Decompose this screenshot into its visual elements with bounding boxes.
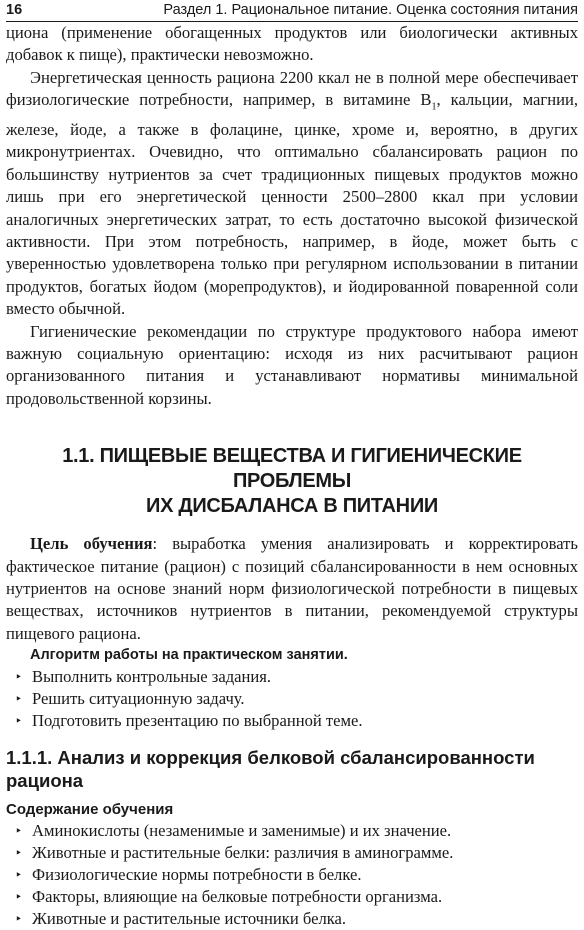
list-item [6, 842, 578, 864]
list-item [6, 864, 578, 886]
vitamin-subscript: 1 [431, 101, 437, 113]
section-title [6, 444, 578, 519]
algorithm-title: Алгоритм работы на практическом занятии. [30, 647, 348, 664]
bullet-icon: ‣ [15, 670, 23, 685]
algorithm-list [6, 666, 578, 732]
section-title-line-2: ИХ ДИСБАЛАНСА В ПИТАНИИ [146, 495, 438, 518]
bullet-icon: ‣ [15, 890, 23, 905]
running-title: Раздел 1. Рациональное питание. Оценка состояния питания [163, 2, 578, 18]
content-list [6, 820, 578, 930]
section-title-line-1: 1.1. ПИЩЕВЫЕ ВЕЩЕСТВА И ГИГИЕНИЧЕСКИЕ ПРОБЛЕМЫ [62, 445, 522, 493]
running-header [6, 0, 578, 22]
list-item-text: Животные и растительные источники белка. [32, 909, 347, 929]
subsection-title-line-2: рациона [6, 770, 84, 792]
subsection-title-line-1: 1.1.1. Анализ и коррекция белковой сбалансированности [6, 747, 535, 769]
intro-paragraph-3: Гигиенические рекомендации по структуре продуктового набора имеют важную социальную ориентацию: исходя из них расчитывают рацион организованного питания и устанавливают нормативы минимальной продовольственной корзины. [6, 321, 578, 408]
list-item-text: Выполнить контрольные задания. [32, 667, 272, 687]
goal-text: : выработка умения анализировать и корректировать фактическое питание (рацион) с позиций сбалансированности в нем основных нутриентов на основе знаний норм физиологической потребности в пищевых веществах, источников нутриентов в питании, рекомендуемой структуры пищевого рациона. [6, 534, 578, 643]
bullet-icon: ‣ [15, 714, 23, 729]
list-item [6, 666, 578, 688]
bullet-icon: ‣ [15, 912, 23, 927]
list-item [6, 710, 578, 732]
list-item [6, 688, 578, 710]
list-item-text: Факторы, влияющие на белковые потребности организма. [32, 887, 443, 907]
subsection-title [6, 746, 578, 792]
intro-paragraph-1: циона (применение обогащенных продуктов или биологически активных добавок к пище), практически невозможно. [6, 23, 578, 65]
goal-label: Цель обучения [30, 534, 153, 554]
bullet-icon: ‣ [15, 846, 23, 861]
list-item [6, 886, 578, 908]
list-item-text: Физиологические нормы потребности в белке. [32, 865, 362, 885]
list-item-text: Подготовить презентацию по выбранной теме. [32, 711, 363, 731]
list-item-text: Животные и растительные белки: различия в аминограмме. [32, 843, 454, 863]
list-item [6, 820, 578, 842]
bullet-icon: ‣ [15, 868, 23, 883]
content-title: Содержание обучения [6, 801, 174, 819]
list-item [6, 908, 578, 930]
goal-paragraph [6, 533, 578, 645]
list-item-text: Аминокислоты (незаменимые и заменимые) и их значение. [32, 821, 452, 841]
intro-paragraph-2 [6, 67, 578, 321]
intro-paragraph-2-part-b: , кальции, магнии, железе, йоде, а также в фолацине, цинке, хроме и, вероятно, в других микронутриентах. Очевидно, что оптимально сбалансировать рацион по большинству нутриентов за счет традиционных пищевых продуктов можно лишь при его энергетической ценности 2500–2800 ккал при условии аналогичных энергетических затрат, то есть достаточно высокой физической активности. При этом потребность, например, в йоде, может быть с уверенностью удовлетворена только при регулярном использовании в питании продуктов, богатых йодом (морепродуктов), и йодированной поваренной соли вместо обычной. [6, 90, 578, 319]
bullet-icon: ‣ [15, 692, 23, 707]
bullet-icon: ‣ [15, 824, 23, 839]
page-number: 16 [6, 2, 23, 18]
list-item-text: Решить ситуационную задачу. [32, 689, 245, 709]
intro-paragraph-2-part-a: Энергетическая ценность рациона 2200 ккал не в полной мере обеспечивает физиологические потребности, например, в витамине B [6, 67, 578, 110]
